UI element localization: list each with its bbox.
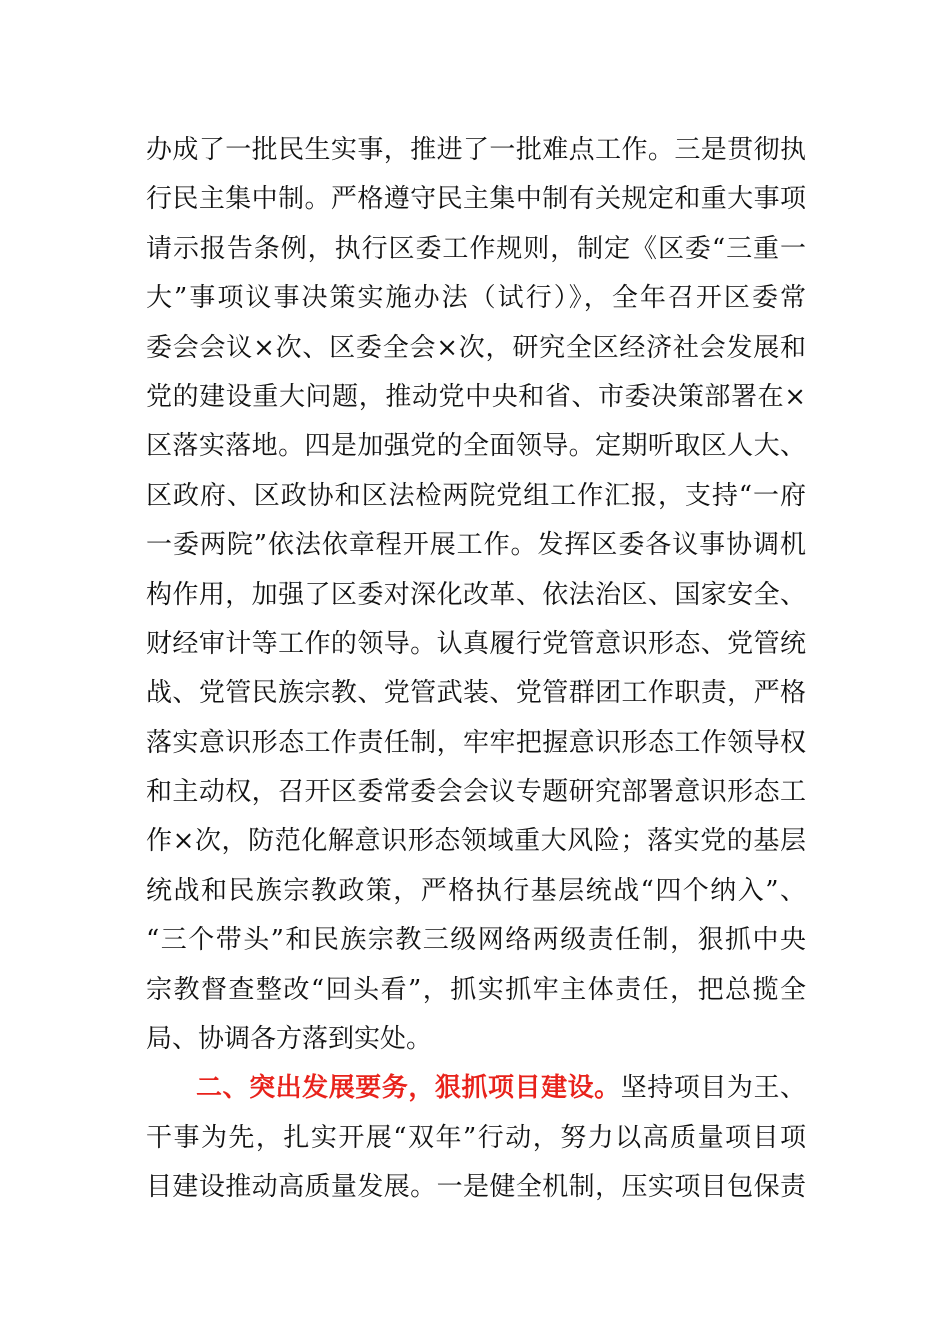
text-line: 委会会议×次、区委全会×次，研究全区经济社会发展和 bbox=[146, 332, 806, 363]
text-line: 和主动权，召开区委常委会会议专题研究部署意识形态工 bbox=[146, 777, 806, 808]
text-line: 统战和民族宗教政策，严格执行基层统战“四个纳入”、 bbox=[146, 875, 806, 906]
text-line: 行民主集中制。严格遵守民主集中制有关规定和重大事项 bbox=[146, 184, 806, 215]
text-line: 区落实落地。四是加强党的全面领导。定期听取区人大、 bbox=[146, 431, 806, 462]
text-line: 局、协调各方落到实处。 bbox=[146, 1024, 433, 1055]
section-heading-line bbox=[146, 1064, 806, 1113]
text-line: 作×次，防范化解意识形态领域重大风险；落实党的基层 bbox=[146, 826, 806, 857]
text-line: 党的建设重大问题，推动党中央和省、市委决策部署在× bbox=[146, 381, 806, 412]
text-line: 办成了一批民生实事，推进了一批难点工作。三是贯彻执 bbox=[146, 135, 806, 165]
text-line: 大”事项议事决策实施办法（试行）》，全年召开区委常 bbox=[146, 283, 806, 314]
text-line: 宗教督查整改“回头看”，抓实抓牢主体责任，把总揽全 bbox=[146, 974, 806, 1005]
text-line: 落实意识形态工作责任制，牢牢把握意识形态工作领导权 bbox=[146, 727, 806, 758]
text-line: 构作用，加强了区委对深化改革、依法治区、国家安全、 bbox=[146, 579, 806, 610]
text-line: 财经审计等工作的领导。认真履行党管意识形态、党管统 bbox=[146, 628, 806, 659]
text-line: 干事为先，扎实开展“双年”行动，努力以高质量项目项 bbox=[146, 1122, 806, 1153]
text-line: 区政府、区政协和区法检两院党组工作汇报，支持“一府 bbox=[146, 480, 806, 511]
section-heading-tail: 坚持项目为王、 bbox=[620, 1073, 806, 1104]
section-heading: 二、突出发展要务，狠抓项目建设。 bbox=[196, 1073, 621, 1104]
text-line: 战、党管民族宗教、党管武装、党管群团工作职责，严格 bbox=[146, 678, 806, 709]
body-text bbox=[146, 126, 806, 1213]
text-line: 目建设推动高质量发展。一是健全机制，压实项目包保责 bbox=[146, 1172, 806, 1203]
text-line: “三个带头”和民族宗教三级网络两级责任制，狠抓中央 bbox=[146, 925, 806, 956]
text-line: 请示报告条例，执行区委工作规则，制定《区委“三重一 bbox=[146, 233, 806, 264]
text-line: 一委两院”依法依章程开展工作。发挥区委各议事协调机 bbox=[146, 530, 806, 561]
